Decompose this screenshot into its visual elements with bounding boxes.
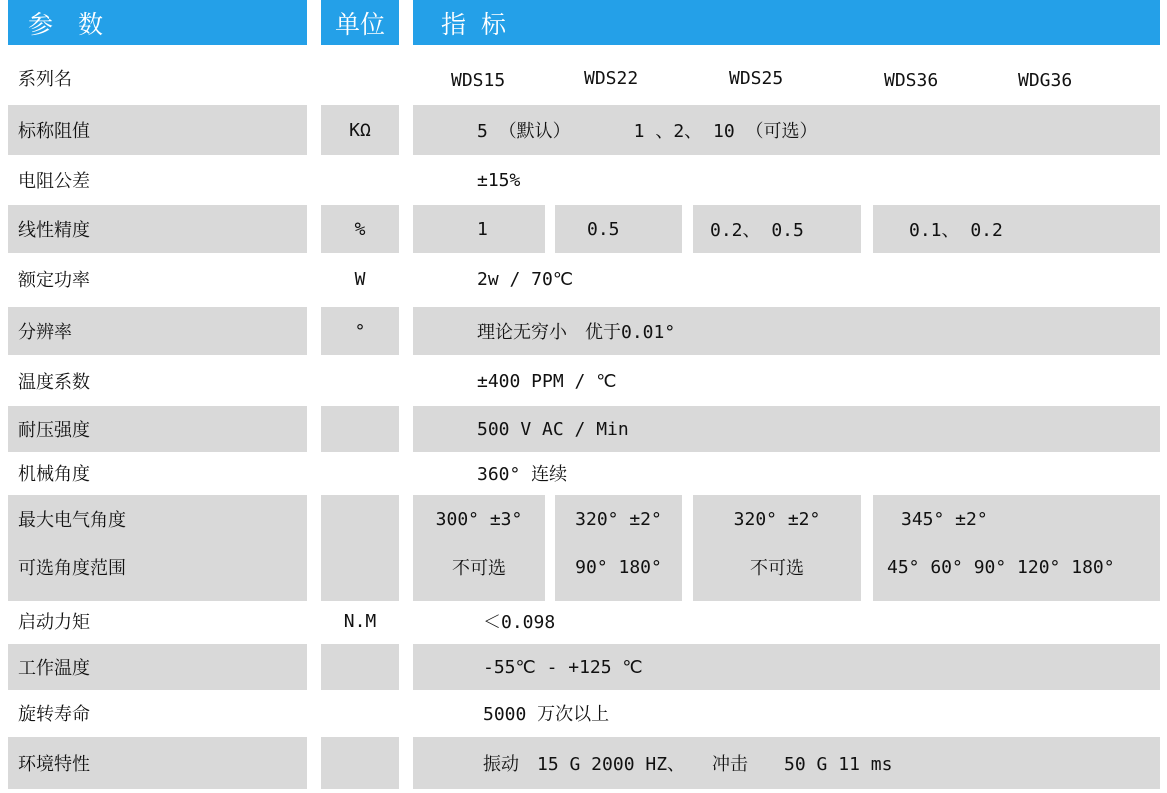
opt-angle-2: 90° 180° (575, 556, 662, 578)
row-value-2: 0.5 (555, 205, 682, 253)
row-value: ＜0.098 (483, 612, 556, 633)
angles-unit-bg (321, 495, 399, 601)
table-row-mech-angle (0, 452, 1167, 494)
row-value: 5 （默认） 1 、2、 10 （可选） (413, 105, 1160, 155)
table-row-angles (0, 495, 1167, 601)
table-row-linearity (0, 205, 1167, 253)
row-label: 机械角度 (18, 464, 90, 485)
table-row-power (0, 256, 1167, 302)
row-value: ±15% (477, 169, 521, 191)
row-label: 环境特性 (8, 737, 307, 789)
row-unit (321, 644, 399, 690)
elec-angle-4: 345° ±2° (901, 508, 988, 530)
header-spec: 指 标 (413, 0, 1160, 45)
row-label: 启动力矩 (18, 612, 90, 633)
opt-angle-4: 45° 60° 90° 120° 180° (887, 556, 1115, 578)
table-row-series (0, 56, 1167, 100)
row-label: 工作温度 (8, 644, 307, 690)
elec-angle-3: 320° ±2° (733, 508, 821, 530)
row-label: 耐压强度 (8, 406, 307, 452)
row-unit (321, 737, 399, 789)
table-row-tempcoef (0, 358, 1167, 404)
row-label-elec-angle: 最大电气角度 (18, 510, 126, 531)
row-label: 旋转寿命 (18, 704, 90, 725)
table-row-life (0, 690, 1167, 736)
row-value-4: 0.1、 0.2 (873, 205, 1160, 253)
header-unit: 单位 (321, 0, 399, 45)
row-value: 5000 万次以上 (483, 704, 610, 725)
table-header (0, 0, 1167, 45)
row-value: 振动 15 G 2000 HZ、 冲击 50 G 11 ms (413, 737, 1160, 789)
model-wdg36: WDG36 (1018, 69, 1073, 91)
elec-angle-1: 300° ±3° (435, 508, 523, 530)
elec-angle-2: 320° ±2° (575, 508, 662, 530)
table-row-resolution (0, 307, 1167, 355)
row-unit: W (354, 268, 366, 290)
header-param: 参 数 (8, 0, 307, 45)
row-value: -55℃ - +125 ℃ (413, 644, 1160, 690)
row-label: 线性精度 (8, 205, 307, 253)
row-value-3: 0.2、 0.5 (693, 205, 861, 253)
row-label: 标称阻值 (8, 105, 307, 155)
opt-angle-3: 不可选 (750, 558, 804, 579)
table-row-op-temp (0, 644, 1167, 690)
model-wds15: WDS15 (451, 69, 506, 91)
row-label-opt-angle: 可选角度范围 (18, 558, 126, 579)
model-wds25: WDS25 (729, 67, 784, 89)
table-row-env (0, 737, 1167, 789)
row-label: 系列名 (18, 69, 72, 90)
row-unit: KΩ (321, 105, 399, 155)
row-unit: N.M (343, 610, 377, 632)
row-value: 理论无穷小 优于0.01° (413, 307, 1160, 355)
model-wds36: WDS36 (884, 69, 939, 91)
table-row-tolerance (0, 157, 1167, 203)
table-row-voltage (0, 406, 1167, 452)
row-label: 电阻公差 (18, 171, 90, 192)
row-value: 500 V AC / Min (413, 406, 1160, 452)
row-unit: ° (321, 307, 399, 355)
row-value: 360° 连续 (477, 464, 568, 485)
row-label: 分辨率 (8, 307, 307, 355)
row-label: 温度系数 (18, 372, 90, 393)
row-label: 额定功率 (18, 270, 90, 291)
row-value: ±400 PPM / ℃ (477, 370, 617, 392)
row-unit (321, 406, 399, 452)
row-value-1: 1 (413, 205, 545, 253)
table-row-resistance (0, 105, 1167, 155)
model-wds22: WDS22 (584, 67, 639, 89)
table-row-torque (0, 598, 1167, 644)
row-value: 2w / 70℃ (477, 268, 574, 290)
row-unit: % (321, 205, 399, 253)
opt-angle-1: 不可选 (452, 558, 506, 579)
